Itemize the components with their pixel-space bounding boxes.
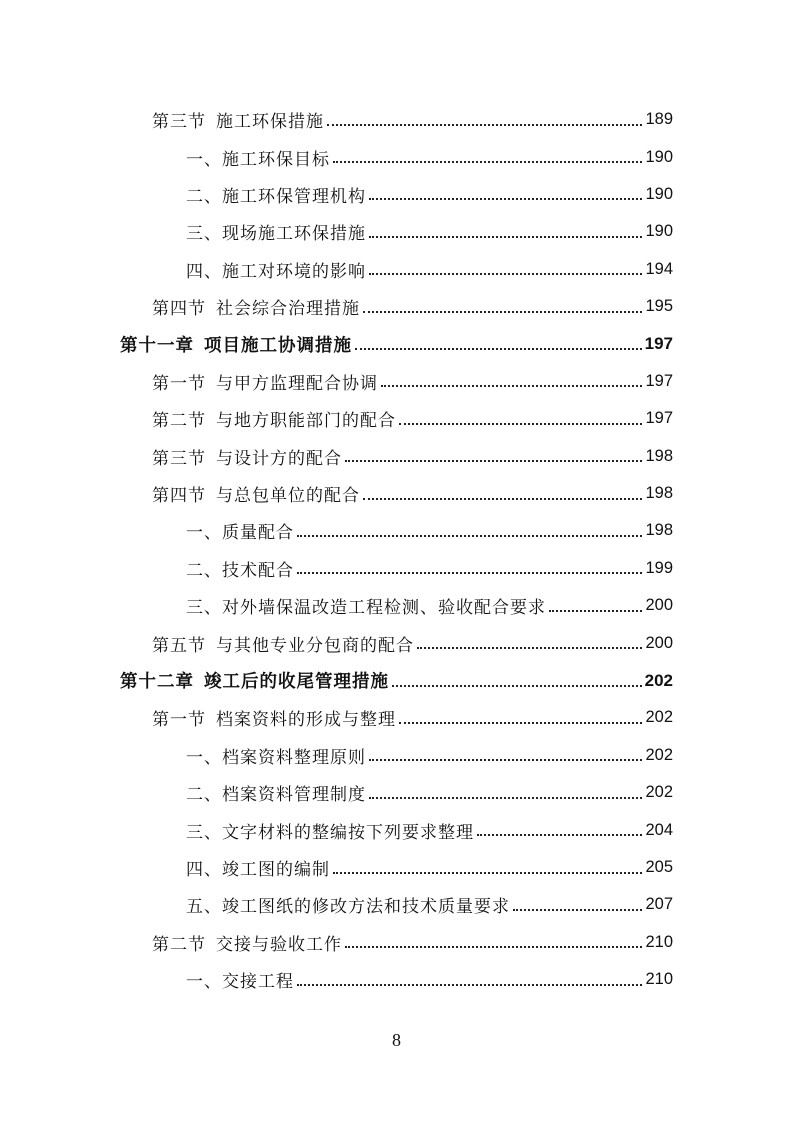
toc-entry-number: 第三节 <box>152 448 206 469</box>
dot-leader <box>333 159 642 163</box>
table-of-contents <box>0 101 793 998</box>
toc-entry-number: 二、 <box>186 560 222 581</box>
toc-entry-page: 210 <box>645 970 673 989</box>
toc-subsection[interactable] <box>0 811 793 848</box>
toc-entry-label <box>152 406 396 431</box>
toc-entry-page: 210 <box>645 932 673 951</box>
toc-entry-title: 与其他专业分包商的配合 <box>216 635 414 656</box>
toc-entry-page: 202 <box>645 783 673 802</box>
toc-entry-title: 与总包单位的配合 <box>216 486 360 507</box>
dot-leader <box>297 570 642 574</box>
toc-entry-title: 档案资料管理制度 <box>222 785 366 806</box>
toc-entry-page: 197 <box>645 371 673 390</box>
toc-entry-number: 五、 <box>186 897 222 918</box>
toc-entry-page: 190 <box>645 184 673 203</box>
toc-entry-title: 交接工程 <box>222 972 294 993</box>
dot-leader <box>417 645 642 649</box>
toc-entry-page: 202 <box>644 670 673 690</box>
toc-entry-title: 施工对环境的影响 <box>222 261 366 282</box>
toc-entry-page: 195 <box>645 297 673 316</box>
toc-entry-title: 竣工图纸的修改方法和技术质量要求 <box>222 897 510 918</box>
toc-entry-page: 190 <box>645 222 673 241</box>
toc-entry-number: 第三节 <box>152 112 206 133</box>
toc-subsection[interactable] <box>0 886 793 923</box>
toc-entry-number: 二、 <box>186 785 222 806</box>
toc-entry-page: 199 <box>645 558 673 577</box>
toc-section[interactable] <box>0 475 793 512</box>
toc-entry-title: 竣工后的收尾管理措施 <box>204 672 389 693</box>
toc-entry-label <box>152 107 324 132</box>
toc-entry-label <box>152 369 378 394</box>
toc-entry-number: 三、 <box>186 598 222 619</box>
toc-entry-title: 质量配合 <box>222 523 294 544</box>
toc-entry-label <box>152 705 396 730</box>
toc-entry-number: 一、 <box>186 972 222 993</box>
toc-entry-number: 第四节 <box>152 299 206 320</box>
toc-entry-title: 施工环保目标 <box>222 149 330 170</box>
toc-entry-title: 与甲方监理配合协调 <box>216 373 378 394</box>
toc-entry-number: 第十二章 <box>120 672 194 693</box>
toc-entry-title: 对外墙保温改造工程检测、验收配合要求 <box>222 598 546 619</box>
toc-entry-title: 项目施工协调措施 <box>204 335 352 356</box>
toc-subsection[interactable] <box>0 213 793 250</box>
dot-leader <box>549 608 642 612</box>
toc-entry-label <box>186 892 510 917</box>
dot-leader <box>369 271 642 275</box>
toc-entry-title: 与设计方的配合 <box>216 448 342 469</box>
dot-leader <box>477 832 642 836</box>
toc-entry-number: 四、 <box>186 860 222 880</box>
dot-leader <box>369 795 642 799</box>
dot-leader <box>363 309 642 313</box>
toc-entry-title: 档案资料整理原则 <box>222 747 366 768</box>
toc-entry-label <box>120 668 389 693</box>
toc-entry-label <box>186 967 294 992</box>
toc-entry-page: 198 <box>645 484 673 503</box>
toc-entry-number: 第一节 <box>152 710 206 731</box>
toc-subsection[interactable] <box>0 550 793 587</box>
toc-entry-number: 第二节 <box>152 934 206 955</box>
dot-leader <box>363 496 642 500</box>
dot-leader <box>297 982 642 986</box>
toc-entry-label <box>186 518 294 543</box>
toc-section[interactable] <box>0 400 793 437</box>
toc-entry-page: 207 <box>645 895 673 914</box>
dot-leader <box>392 683 642 687</box>
toc-section[interactable] <box>0 363 793 400</box>
toc-entry-page: 205 <box>645 858 673 876</box>
dot-leader <box>369 234 642 238</box>
toc-subsection[interactable] <box>0 587 793 624</box>
toc-subsection[interactable] <box>0 961 793 998</box>
page-number: 8 <box>392 1030 401 1050</box>
toc-entry-page: 200 <box>645 633 673 652</box>
toc-entry-number: 一、 <box>186 747 222 768</box>
dot-leader <box>399 720 642 724</box>
toc-entry-title: 施工环保措施 <box>216 112 324 133</box>
toc-entry-number: 第十一章 <box>120 335 194 356</box>
toc-section[interactable] <box>0 924 793 961</box>
dot-leader <box>399 421 642 425</box>
toc-entry-title: 竣工图的编制 <box>222 860 330 880</box>
toc-entry-number: 第二节 <box>152 411 206 432</box>
toc-entry-page: 197 <box>645 409 673 428</box>
toc-entry-page: 202 <box>645 708 673 727</box>
toc-entry-number: 三、 <box>186 224 222 245</box>
dot-leader <box>345 944 642 948</box>
toc-entry-number: 四、 <box>186 261 222 282</box>
toc-entry-title: 交接与验收工作 <box>216 934 342 955</box>
toc-section[interactable] <box>0 101 793 138</box>
toc-entry-number: 第一节 <box>152 373 206 394</box>
toc-entry-title: 现场施工环保措施 <box>222 224 366 245</box>
toc-entry-label <box>186 593 546 618</box>
toc-entry-title: 档案资料的形成与整理 <box>216 710 396 731</box>
toc-entry-label <box>120 332 352 357</box>
toc-entry-title: 技术配合 <box>222 560 294 581</box>
toc-entry-number: 一、 <box>186 523 222 544</box>
toc-entry-page: 202 <box>645 745 673 764</box>
toc-entry-title: 与地方职能部门的配合 <box>216 411 396 432</box>
toc-subsection[interactable] <box>0 138 793 175</box>
toc-entry-label <box>186 145 330 170</box>
dot-leader <box>513 907 642 911</box>
toc-entry-label <box>186 855 330 880</box>
toc-chapter[interactable] <box>0 325 793 362</box>
toc-entry-title: 施工环保管理机构 <box>222 186 366 207</box>
toc-subsection[interactable] <box>0 774 793 811</box>
dot-leader <box>355 346 642 350</box>
toc-entry-label <box>152 294 360 319</box>
toc-subsection[interactable] <box>0 849 793 886</box>
toc-entry-number: 三、 <box>186 822 222 843</box>
toc-entry-page: 198 <box>645 446 673 465</box>
dot-leader <box>345 458 642 462</box>
toc-subsection[interactable] <box>0 512 793 549</box>
toc-entry-label <box>186 818 474 843</box>
dot-leader <box>327 122 642 126</box>
toc-entry-page: 189 <box>645 110 673 129</box>
toc-entry-page: 200 <box>645 596 673 615</box>
toc-entry-label <box>186 257 366 282</box>
toc-entry-page: 197 <box>644 334 673 354</box>
toc-section[interactable] <box>0 288 793 325</box>
dot-leader <box>369 757 642 761</box>
toc-entry-title: 社会综合治理措施 <box>216 299 360 320</box>
toc-entry-label <box>186 219 366 244</box>
toc-chapter[interactable] <box>0 662 793 699</box>
toc-subsection[interactable] <box>0 737 793 774</box>
toc-entry-page: 190 <box>645 147 673 166</box>
toc-entry-number: 第四节 <box>152 486 206 507</box>
dot-leader <box>381 383 642 387</box>
toc-entry-label <box>186 182 366 207</box>
toc-entry-number: 一、 <box>186 149 222 170</box>
toc-subsection[interactable] <box>0 251 793 288</box>
toc-entry-page: 194 <box>645 259 673 278</box>
toc-entry-number: 二、 <box>186 186 222 207</box>
dot-leader <box>297 533 642 537</box>
toc-section[interactable] <box>0 699 793 736</box>
dot-leader <box>333 870 642 874</box>
toc-section[interactable] <box>0 438 793 475</box>
toc-entry-number: 第五节 <box>152 635 206 656</box>
toc-entry-label <box>152 444 342 469</box>
toc-entry-label <box>186 556 294 581</box>
toc-entry-page: 198 <box>645 521 673 540</box>
dot-leader <box>369 196 642 200</box>
toc-subsection[interactable] <box>0 176 793 213</box>
toc-entry-label <box>152 481 360 506</box>
toc-entry-label <box>152 631 414 656</box>
toc-entry-page: 204 <box>645 820 673 839</box>
toc-entry-label <box>186 780 366 805</box>
toc-entry-label <box>186 743 366 768</box>
toc-section[interactable] <box>0 624 793 661</box>
toc-entry-title: 文字材料的整编按下列要求整理 <box>222 822 474 843</box>
toc-entry-label <box>152 930 342 955</box>
